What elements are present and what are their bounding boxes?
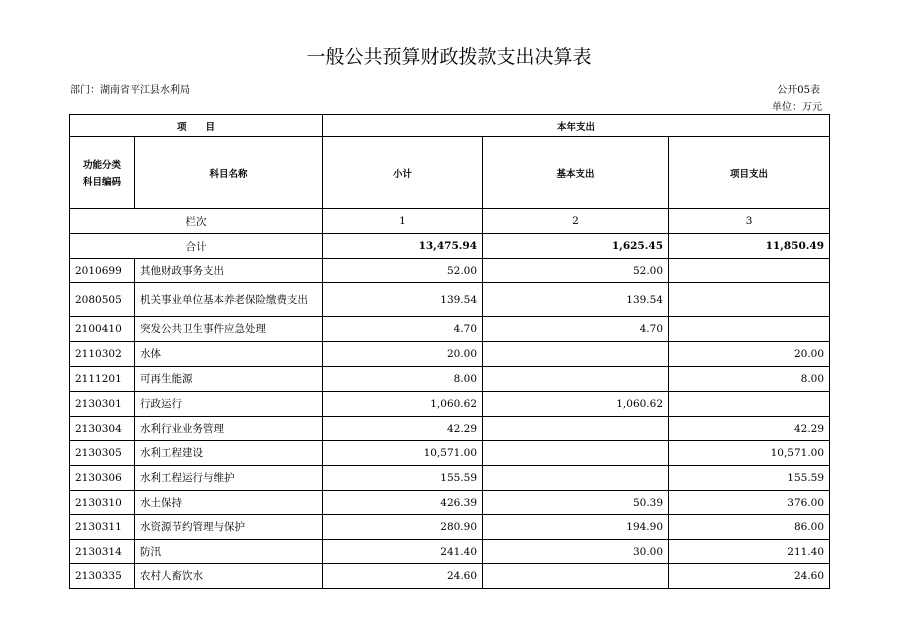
row-project bbox=[669, 317, 830, 342]
row-basic bbox=[483, 367, 669, 392]
row-basic: 30.00 bbox=[483, 540, 669, 564]
row-project: 376.00 bbox=[669, 491, 830, 515]
row-subject-name: 水利工程运行与维护 bbox=[135, 466, 323, 491]
total-subtotal: 13,475.94 bbox=[323, 234, 483, 259]
row-code: 2130306 bbox=[70, 466, 135, 491]
table-row bbox=[70, 515, 830, 540]
row-project: 86.00 bbox=[669, 515, 830, 540]
row-project: 155.59 bbox=[669, 466, 830, 491]
row-subtotal: 280.90 bbox=[323, 515, 483, 540]
row-project: 24.60 bbox=[669, 564, 830, 589]
row-subject-name: 防汛 bbox=[135, 540, 323, 564]
table-row bbox=[70, 342, 830, 367]
row-subtotal: 20.00 bbox=[323, 342, 483, 367]
row-code: 2130301 bbox=[70, 392, 135, 417]
row-project: 10,571.00 bbox=[669, 441, 830, 466]
header-code bbox=[70, 137, 135, 209]
row-basic bbox=[483, 564, 669, 589]
column-index-row bbox=[70, 209, 830, 234]
row-subject-name: 行政运行 bbox=[135, 392, 323, 417]
row-subject-name: 水利工程建设 bbox=[135, 441, 323, 466]
total-basic: 1,625.45 bbox=[483, 234, 669, 259]
column-index-2: 2 bbox=[483, 209, 669, 234]
table-row bbox=[70, 392, 830, 417]
row-basic bbox=[483, 417, 669, 441]
row-subtotal: 8.00 bbox=[323, 367, 483, 392]
row-subtotal: 1,060.62 bbox=[323, 392, 483, 417]
row-subtotal: 4.70 bbox=[323, 317, 483, 342]
row-subtotal: 241.40 bbox=[323, 540, 483, 564]
row-basic bbox=[483, 466, 669, 491]
table-row bbox=[70, 491, 830, 515]
row-project bbox=[669, 259, 830, 283]
department-label: 部门：湖南省平江县水利局 bbox=[70, 85, 190, 96]
column-index-label: 栏次 bbox=[70, 209, 323, 234]
row-code: 2110302 bbox=[70, 342, 135, 367]
table-row bbox=[70, 259, 830, 283]
row-subject-name: 机关事业单位基本养老保险缴费支出 bbox=[135, 283, 323, 317]
row-code: 2080505 bbox=[70, 283, 135, 317]
row-subject-name: 水利行业业务管理 bbox=[135, 417, 323, 441]
row-code: 2130311 bbox=[70, 515, 135, 540]
row-subtotal: 426.39 bbox=[323, 491, 483, 515]
row-subtotal: 155.59 bbox=[323, 466, 483, 491]
total-label: 合计 bbox=[70, 234, 323, 259]
total-project: 11,850.49 bbox=[669, 234, 830, 259]
row-project: 20.00 bbox=[669, 342, 830, 367]
row-code: 2111201 bbox=[70, 367, 135, 392]
report-title: 一般公共预算财政拨款支出决算表 bbox=[306, 46, 592, 68]
row-basic bbox=[483, 342, 669, 367]
table-row bbox=[70, 564, 830, 589]
unit-label: 单位：万元 bbox=[772, 102, 822, 113]
row-subtotal: 52.00 bbox=[323, 259, 483, 283]
header-project: 项 目 bbox=[70, 115, 323, 137]
header-subtotal: 小计 bbox=[323, 137, 483, 209]
row-project bbox=[669, 392, 830, 417]
expenditure-table bbox=[69, 114, 830, 589]
header-row-2 bbox=[70, 137, 830, 209]
row-subtotal: 10,571.00 bbox=[323, 441, 483, 466]
header-current-year: 本年支出 bbox=[323, 115, 830, 137]
header-project-expenditure: 项目支出 bbox=[669, 137, 830, 209]
table-row bbox=[70, 367, 830, 392]
header-row-1 bbox=[70, 115, 830, 137]
row-subject-name: 水土保持 bbox=[135, 491, 323, 515]
row-subtotal: 139.54 bbox=[323, 283, 483, 317]
row-basic: 50.39 bbox=[483, 491, 669, 515]
row-subtotal: 24.60 bbox=[323, 564, 483, 589]
row-code: 2130314 bbox=[70, 540, 135, 564]
column-index-1: 1 bbox=[323, 209, 483, 234]
row-basic: 4.70 bbox=[483, 317, 669, 342]
table-row bbox=[70, 317, 830, 342]
table-row bbox=[70, 283, 830, 317]
header-code-line2: 科目编码 bbox=[82, 177, 121, 188]
column-index-3: 3 bbox=[669, 209, 830, 234]
row-code: 2130335 bbox=[70, 564, 135, 589]
row-subject-name: 水体 bbox=[135, 342, 323, 367]
row-subject-name: 其他财政事务支出 bbox=[135, 259, 323, 283]
row-basic: 139.54 bbox=[483, 283, 669, 317]
table-row bbox=[70, 417, 830, 441]
row-subject-name: 可再生能源 bbox=[135, 367, 323, 392]
form-number: 公开05表 bbox=[777, 85, 820, 96]
row-project: 42.29 bbox=[669, 417, 830, 441]
total-row bbox=[70, 234, 830, 259]
header-basic: 基本支出 bbox=[483, 137, 669, 209]
row-basic bbox=[483, 441, 669, 466]
row-basic: 52.00 bbox=[483, 259, 669, 283]
table-row bbox=[70, 441, 830, 466]
row-code: 2130310 bbox=[70, 491, 135, 515]
row-subtotal: 42.29 bbox=[323, 417, 483, 441]
row-subject-name: 水资源节约管理与保护 bbox=[135, 515, 323, 540]
row-basic: 194.90 bbox=[483, 515, 669, 540]
table-row bbox=[70, 540, 830, 564]
row-project: 211.40 bbox=[669, 540, 830, 564]
row-code: 2100410 bbox=[70, 317, 135, 342]
header-subject-name: 科目名称 bbox=[135, 137, 323, 209]
row-code: 2130304 bbox=[70, 417, 135, 441]
row-basic: 1,060.62 bbox=[483, 392, 669, 417]
row-subject-name: 农村人畜饮水 bbox=[135, 564, 323, 589]
row-project bbox=[669, 283, 830, 317]
row-subject-name: 突发公共卫生事件应急处理 bbox=[135, 317, 323, 342]
header-code-line1: 功能分类 bbox=[82, 160, 121, 171]
row-project: 8.00 bbox=[669, 367, 830, 392]
row-code: 2010699 bbox=[70, 259, 135, 283]
table-row bbox=[70, 466, 830, 491]
row-code: 2130305 bbox=[70, 441, 135, 466]
